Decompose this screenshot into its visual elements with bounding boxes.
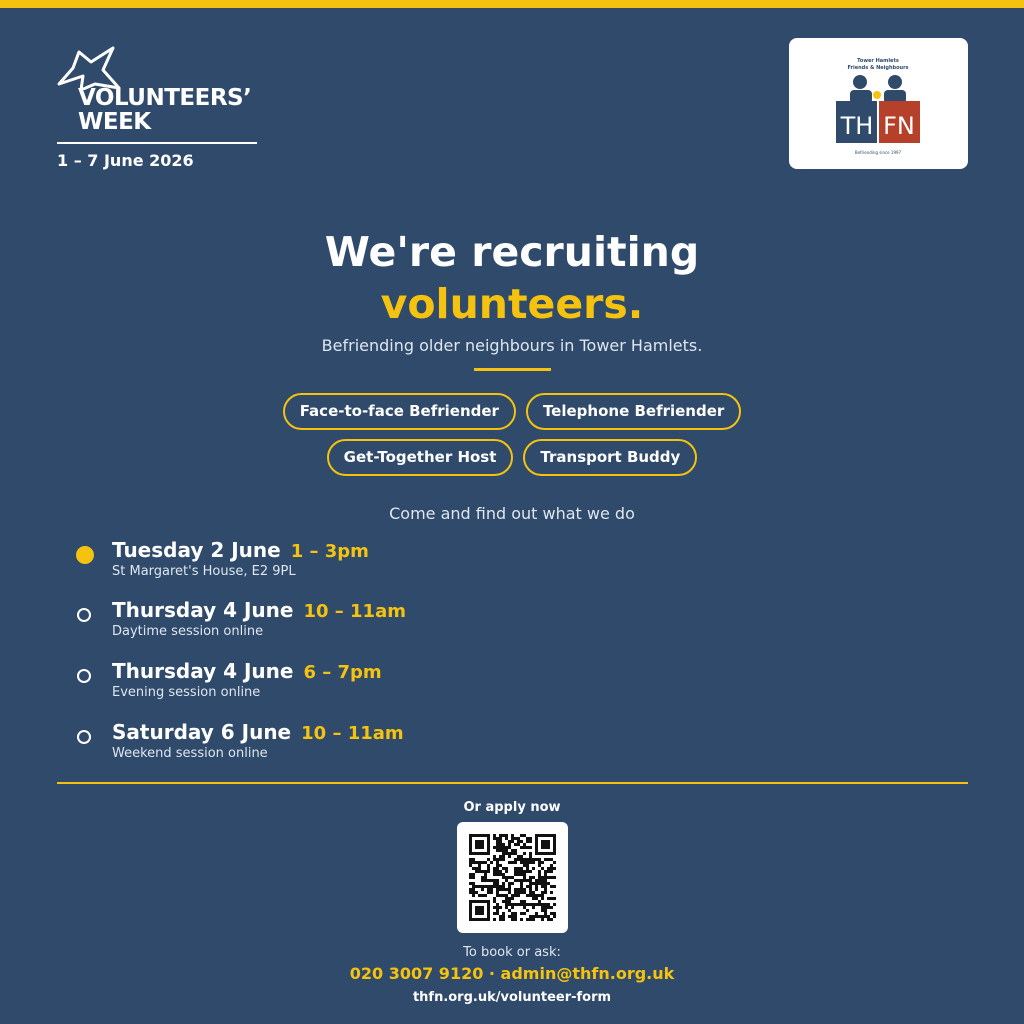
volunteers-week-wordmark [78,86,251,134]
session-option[interactable] [77,598,677,648]
session-location: Weekend session online [112,746,268,761]
session-time: 6 – 7pm [303,662,382,683]
thfn-initials-left: TH [840,112,874,140]
star-outline-icon [57,46,121,90]
subtitle: Befriending older neighbours in Tower Hamlets. [321,336,703,355]
qr-code-graphic [469,834,556,921]
session-option[interactable] [77,720,677,770]
footer-divider [57,782,968,784]
session-location: Daytime session online [112,624,264,639]
thfn-name-line1: Tower Hamlets [857,58,899,64]
apply-url-link[interactable]: thfn.org.uk/volunteer-form [412,990,612,1005]
radio-selected-icon[interactable] [76,546,94,564]
session-time: 1 – 3pm [290,541,369,562]
session-time: 10 – 11am [301,723,404,744]
session-title [112,538,369,562]
radio-unselected-icon[interactable] [77,608,91,622]
session-title [112,659,382,683]
thfn-logo [789,38,968,169]
session-option[interactable] [77,538,677,588]
book-label: To book or ask: [463,945,561,960]
logo-underline [57,142,257,144]
roles-row-1 [0,393,1024,430]
role-pill-face-to-face[interactable]: Face-to-face Befriender [283,393,516,430]
apply-label: Or apply now [463,800,561,815]
sessions-intro: Come and find out what we do [389,504,635,523]
session-title [112,598,406,622]
session-day: Thursday 4 June [112,659,294,683]
contact-details[interactable]: 020 3007 9120 · admin@thfn.org.uk [349,964,675,983]
headline-line2: volunteers. [380,280,644,328]
headline [0,226,1024,330]
headline-line1: We're recruiting [324,228,700,276]
radio-unselected-icon[interactable] [77,669,91,683]
wordmark-line2: WEEK [78,109,151,135]
role-pill-telephone[interactable]: Telephone Befriender [526,393,741,430]
session-time: 10 – 11am [303,601,406,622]
roles-row-2 [0,439,1024,476]
qr-code-icon[interactable] [457,822,568,933]
session-option[interactable] [77,659,677,709]
radio-unselected-icon[interactable] [77,730,91,744]
event-dates: 1 – 7 June 2026 [57,151,194,170]
session-day: Saturday 6 June [112,720,292,744]
thfn-tagline: Befriending since 1997 [854,150,902,155]
thfn-initials-right: FN [883,112,915,140]
wordmark-line1: VOLUNTEERS’ [78,85,252,111]
top-accent-bar [0,0,1024,8]
thfn-name-line2: Friends & Neighbours [847,65,909,71]
accent-divider [474,368,551,371]
session-title [112,720,404,744]
session-location: Evening session online [112,685,261,700]
session-location: St Margaret's House, E2 9PL [112,564,296,579]
role-pill-transport-buddy[interactable]: Transport Buddy [523,439,697,476]
session-day: Tuesday 2 June [112,538,281,562]
session-day: Thursday 4 June [112,598,294,622]
role-pill-get-together-host[interactable]: Get-Together Host [327,439,514,476]
thfn-logo-graphic [789,38,968,169]
